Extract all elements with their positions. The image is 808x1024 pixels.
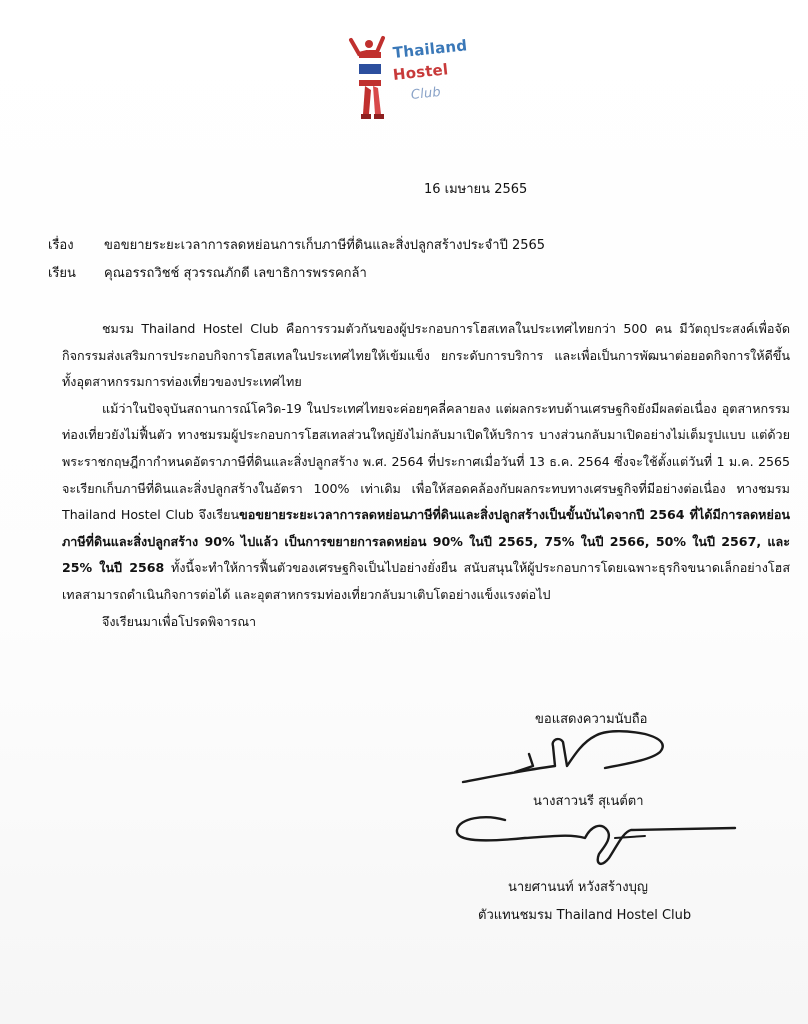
subject-label: เรื่อง [48, 238, 74, 253]
signatory-role: ตัวแทนชมรม Thailand Hostel Club [478, 908, 692, 923]
signature-2 [445, 808, 745, 874]
letter-date: 16 เมษายน 2565 [424, 182, 528, 197]
paragraph-request-end: ทั้งนี้จะทำให้การฟื้นตัวของเศรษฐกิจเป็นไปอย่างยั่งยืน สนับสนุนให้ผู้ประกอบการโดยเฉพาะธุรกิจขนาดเล็กอย่างโฮสเทลสามารถดำเนินกิจการต่อได้ และอุตสาหกรรมท่องเที่ยวกลับมาเติบโตอย่างแข็งแรงต่อไป [62, 560, 791, 602]
logo-text-thailand: Thailand [392, 36, 469, 62]
paragraph-closing: จึงเรียนมาเพื่อโปรดพิจารณา [102, 613, 257, 629]
recipient-text: คุณอรรถวิชช์ สุวรรณภักดี เลขาธิการพรรคกล้า [104, 266, 367, 281]
closing-salutation: ขอแสดงความนับถือ [535, 712, 648, 727]
signatory-name-2: นายศานนท์ หวังสร้างบุญ [508, 880, 648, 895]
logo-text-hostel: Hostel [392, 60, 450, 84]
recipient-line [48, 262, 367, 283]
recipient-label: เรียน [48, 266, 76, 281]
logo-text-club: Club [410, 84, 442, 103]
signatory-name-1: นางสาวนรี สุเนต์ตา [533, 794, 644, 809]
thailand-hostel-club-logo [345, 30, 475, 130]
paragraph-intro: ชมรม Thailand Hostel Club คือการรวมตัวกันของผู้ประกอบการโฮสเทลในประเทศไทยกว่า 500 คน มีวัตถุประสงค์เพื่อจัดกิจกรรมส่งเสริมการประกอบกิจการโฮสเทลในประเทศไทยให้เข้มแข็ง ยกระดับการบริการ และเพื่อเป็นการพัฒนาต่อยอดกิจการให้ดีขึ้นทั้งอุตสาหกรรมการท่องเที่ยวของประเทศไทย [62, 321, 790, 390]
paragraph-request [62, 396, 790, 609]
subject-text: ขอขยายระยะเวลาการลดหย่อนการเก็บภาษีที่ดินและสิ่งปลูกสร้างประจำปี 2565 [104, 238, 546, 253]
paragraph-request-start: แม้ว่าในปัจจุบันสถานการณ์โควิด-19 ในประเทศไทยจะค่อยๆคลี่คลายลง แต่ผลกระทบด้านเศรษฐกิจยังมีผลต่อเนื่อง อุตสาหกรรมท่องเที่ยวยังไม่ฟื้นตัว ทางชมรมผู้ประกอบการโฮสเทลส่วนใหญ่ยังไม่กลับมาเปิดให้บริการ บางส่วนกลับมาเปิดอย่างไม่เต็มรูปแบบ แต่ด้วยพระราชกฤษฎีกากำหนดอัตราภาษีที่ดินและสิ่งปลูกสร้าง พ.ศ. 2564 ที่ประกาศเมื่อวันที่ 13 ธ.ค. 2564 ซึ่งจะใช้ตั้งแต่วันที่ 1 ม.ค. 2565 จะเรียกเก็บภาษีที่ดินและสิ่งปลูกสร้างในอัตรา 100% เท่าเดิม เพื่อให้สอดคล้องกับผลกระทบทางเศรษฐกิจที่มีอย่างต่อเนื่อง ทางชมรม Thailand Hostel Club จึงเรียน [62, 400, 790, 523]
paragraph-request-bold: ขอขยายระยะเวลาการลดหย่อนภาษีที่ดินและสิ่งปลูกสร้างเป็นขั้นบันไดจากปี 2564 ที่ได้มีการลดหย่อนภาษีที่ดินและสิ่งปลูกสร้าง 90% ไปแล้ว เป็นการขยายการลดหย่อน 90% ในปี 2565, 75% ในปี 2566, 50% ในปี 2567, และ 25% ในปี 2568 [62, 507, 790, 576]
signature-1 [455, 726, 685, 788]
letter-body [62, 316, 790, 635]
subject-line [48, 234, 545, 255]
